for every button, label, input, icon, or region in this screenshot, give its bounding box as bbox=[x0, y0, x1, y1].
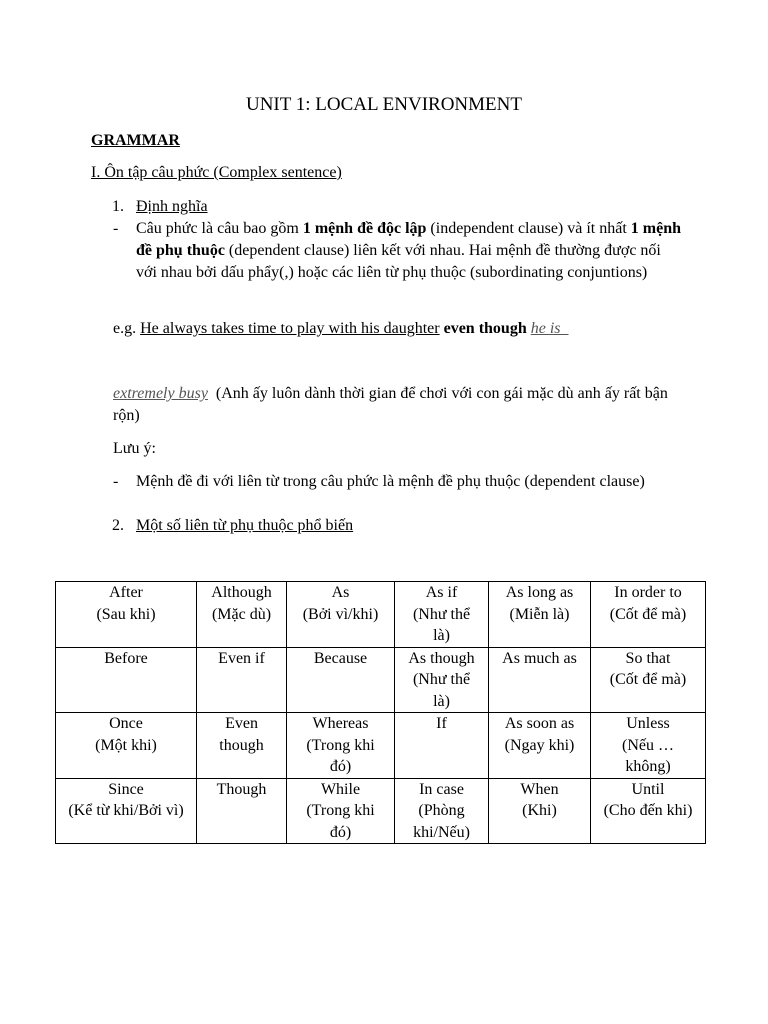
example-conjunction: even though bbox=[443, 320, 527, 337]
definition-text-part: Câu phức là câu bao gồm bbox=[136, 220, 303, 237]
conjunction-term: As long as bbox=[505, 584, 574, 601]
subsection-heading: I. Ôn tập câu phức (Complex sentence) bbox=[91, 164, 342, 181]
conjunction-meaning: (Trong khi bbox=[306, 736, 375, 754]
table-row bbox=[56, 582, 706, 648]
definition-text-part: (dependent clause) liên kết với nhau. Hai mệnh đề thường được nối với nhau bởi dấu phẩy(,) hoặc các liên từ phụ thuộc (subordinating conjuntions) bbox=[136, 242, 661, 281]
conjunction-meaning: không) bbox=[625, 758, 671, 775]
conjunction-meaning: khi/Nếu) bbox=[413, 823, 470, 841]
table-cell bbox=[591, 778, 706, 844]
conjunction-term: Unless bbox=[626, 715, 670, 732]
conjunction-meaning: (Bởi vì/khi) bbox=[302, 605, 379, 623]
table-cell bbox=[287, 778, 395, 844]
table-cell bbox=[489, 713, 591, 779]
conjunction-term: So that bbox=[625, 649, 671, 667]
conjunction-term: As though bbox=[408, 649, 475, 667]
table-row bbox=[56, 647, 706, 713]
example-main-clause: He always takes time to play with his daughter bbox=[140, 320, 440, 337]
table-cell bbox=[56, 778, 197, 844]
conjunction-meaning: đó) bbox=[329, 758, 352, 775]
example-prefix: e.g. bbox=[113, 320, 141, 337]
table-cell bbox=[395, 582, 489, 648]
table-cell bbox=[56, 647, 197, 713]
table-cell bbox=[591, 582, 706, 648]
section-heading: GRAMMAR bbox=[91, 132, 180, 149]
conjunction-term: After bbox=[109, 584, 143, 601]
conjunction-term: Although bbox=[211, 584, 272, 601]
conjunction-meaning: (Nếu … bbox=[622, 736, 674, 754]
conjunctions-label: Một số liên từ phụ thuộc phổ biến bbox=[136, 517, 354, 534]
conjunction-meaning: (Trong khi bbox=[306, 802, 375, 819]
example-sub-clause: extremely busy bbox=[113, 385, 208, 402]
table-row bbox=[56, 778, 706, 844]
conjunctions-table bbox=[55, 581, 706, 844]
item-number: 2. bbox=[112, 517, 124, 534]
conjunction-meaning: (Cốt để mà) bbox=[609, 605, 687, 623]
conjunction-meaning: (Phòng bbox=[418, 802, 465, 819]
table-cell bbox=[591, 647, 706, 713]
conjunction-term: In order to bbox=[614, 584, 682, 601]
table-cell bbox=[395, 778, 489, 844]
note-label: Lưu ý: bbox=[113, 440, 156, 457]
conjunction-term: Once bbox=[109, 715, 143, 732]
table-cell bbox=[56, 582, 197, 648]
conjunction-term: As bbox=[331, 584, 350, 601]
conjunction-term: Whereas bbox=[312, 715, 369, 732]
table-cell bbox=[591, 713, 706, 779]
bullet-marker: - bbox=[113, 473, 119, 490]
table-cell bbox=[489, 647, 591, 713]
table-cell bbox=[197, 778, 287, 844]
table-cell bbox=[489, 778, 591, 844]
conjunction-meaning: là) bbox=[433, 692, 450, 710]
conjunction-meaning: (Kể từ khi/Bởi vì) bbox=[68, 802, 184, 819]
definition-text-part: (independent clause) và ít nhất bbox=[426, 220, 631, 237]
conjunction-term: Until bbox=[631, 780, 665, 798]
table-cell bbox=[287, 713, 395, 779]
conjunction-term: As soon as bbox=[504, 715, 575, 732]
definition-text bbox=[136, 218, 684, 284]
conjunction-term: Even if bbox=[218, 649, 265, 667]
definition-label: Định nghĩa bbox=[136, 198, 208, 215]
example-translation: (Anh ấy luôn dành thời gian để chơi với con gái mặc dù anh ấy rất bận rộn) bbox=[113, 385, 668, 424]
conjunction-meaning: (Mặc dù) bbox=[211, 605, 272, 623]
conjunction-meaning: (Cho đến khi) bbox=[603, 802, 693, 819]
example-continuation bbox=[113, 383, 683, 427]
item-number: 1. bbox=[112, 198, 124, 215]
example-line bbox=[113, 318, 569, 340]
conjunction-meaning: (Cốt để mà) bbox=[609, 671, 687, 688]
table-cell bbox=[395, 713, 489, 779]
conjunction-meaning: (Như thể bbox=[412, 671, 471, 688]
bullet-marker: - bbox=[113, 220, 119, 237]
conjunction-meaning: là) bbox=[433, 627, 450, 644]
conjunction-meaning: (Khi) bbox=[522, 802, 557, 819]
table-cell bbox=[489, 582, 591, 648]
table-cell bbox=[197, 582, 287, 648]
conjunction-term: Because bbox=[313, 649, 368, 667]
conjunction-meaning: (Một khi) bbox=[95, 736, 157, 754]
conjunction-meaning: đó) bbox=[329, 823, 352, 841]
conjunction-meaning: (Như thể bbox=[412, 605, 471, 623]
conjunction-term: If bbox=[436, 715, 447, 732]
example-sub-clause: he is bbox=[530, 320, 561, 337]
conjunction-term: When bbox=[520, 780, 559, 798]
table-cell bbox=[197, 713, 287, 779]
table-cell bbox=[56, 713, 197, 779]
conjunction-term: Before bbox=[104, 649, 148, 667]
table-cell bbox=[395, 647, 489, 713]
conjunction-term: As much as bbox=[502, 649, 577, 667]
page-title: UNIT 1: LOCAL ENVIRONMENT bbox=[245, 94, 522, 115]
dependent-clause-term: 1 mệnh đề phụ thuộc bbox=[136, 220, 682, 259]
table-cell bbox=[287, 647, 395, 713]
conjunction-meaning: (Miễn là) bbox=[509, 605, 570, 623]
table-cell bbox=[197, 647, 287, 713]
table-row bbox=[56, 713, 706, 779]
conjunction-meaning: though bbox=[219, 736, 264, 754]
conjunction-term: While bbox=[320, 780, 361, 798]
conjunction-term: In case bbox=[419, 780, 464, 798]
conjunction-meaning: (Sau khi) bbox=[96, 605, 156, 623]
note-text: Mệnh đề đi với liên từ trong câu phức là mệnh đề phụ thuộc (dependent clause) bbox=[136, 473, 645, 490]
independent-clause-term: 1 mệnh đề độc lập bbox=[302, 220, 427, 237]
conjunction-term: Even bbox=[225, 715, 258, 732]
conjunction-term: Though bbox=[216, 780, 267, 798]
table-cell bbox=[287, 582, 395, 648]
conjunction-term: Since bbox=[108, 780, 144, 798]
conjunction-meaning: (Ngay khi) bbox=[504, 736, 575, 754]
conjunction-term: As if bbox=[425, 584, 458, 601]
